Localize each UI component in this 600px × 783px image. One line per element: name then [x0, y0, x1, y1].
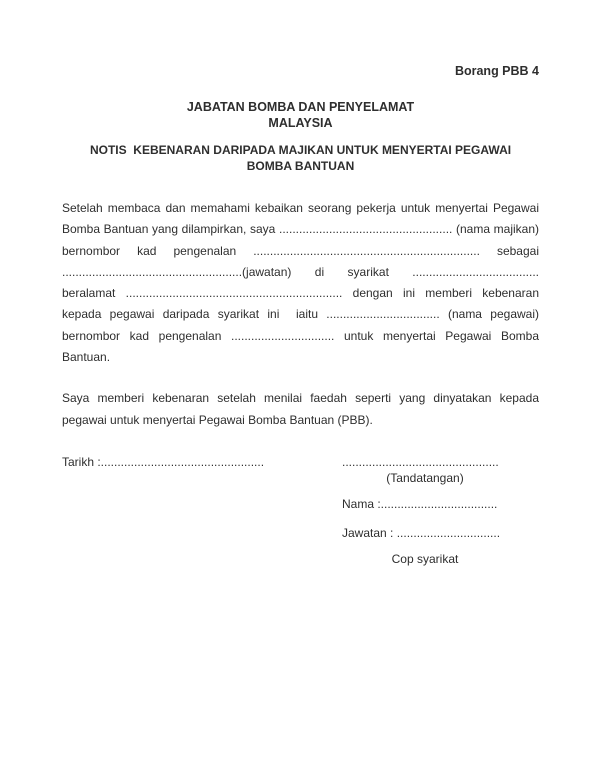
- paragraph-consent-line: kepada pegawai daripada syarikat ini iaitu .................................. (nama pegawai): [62, 307, 539, 322]
- paragraph-consent-line: Bomba Bantuan yang dilampirkan, saya .................................................... (nama majikan): [62, 222, 539, 237]
- paragraph-consent-line: bernombor kad pengenalan .................................................................... sebagai: [62, 243, 539, 258]
- paragraph-confirmation-line: pegawai untuk menyertai Pegawai Bomba Bantuan (PBB).: [62, 412, 373, 427]
- company-stamp-caption: Cop syarikat: [391, 551, 459, 566]
- document-title-line1: NOTIS KEBENARAN DARIPADA MAJIKAN UNTUK MENYERTAI PEGAWAI: [89, 143, 512, 157]
- paragraph-consent-line: ......................................................(jawatan) di syarikat ......................................: [62, 264, 539, 279]
- paragraph-confirmation-line: Saya memberi kebenaran setelah menilai faedah seperti yang dinyatakan kepada: [62, 391, 539, 406]
- agency-country: MALAYSIA: [268, 115, 333, 130]
- date-field: Tarikh :.................................................: [62, 454, 265, 469]
- paragraph-confirmation: [62, 388, 539, 431]
- document-content: [62, 64, 539, 585]
- paragraph-consent-line: bernombor kad pengenalan ............................... untuk menyertai Pegawai Bomba: [62, 328, 539, 343]
- paragraph-consent-line: beralamat ................................................................. dengan ini memberi kebenaran: [62, 286, 539, 301]
- signature-block: [62, 455, 539, 585]
- paragraph-consent-line: Bantuan.: [62, 350, 111, 365]
- paragraph-consent: [62, 198, 539, 368]
- signature-caption: (Tandatangan): [386, 470, 464, 485]
- signature-field: ...............................................: [342, 454, 499, 469]
- paragraph-consent-line: Setelah membaca dan memahami kebaikan seorang pekerja untuk menyertai Pegawai: [62, 201, 539, 215]
- document-title: [62, 143, 539, 174]
- name-field: Nama :...................................: [342, 496, 498, 511]
- agency-heading: [62, 100, 539, 131]
- document-title-line2: BOMBA BANTUAN: [246, 158, 355, 173]
- agency-name: JABATAN BOMBA DAN PENYELAMAT: [186, 100, 415, 114]
- signature-column: [342, 455, 508, 566]
- position-field: Jawatan : ...............................: [342, 525, 501, 540]
- form-number: Borang PBB 4: [454, 64, 539, 78]
